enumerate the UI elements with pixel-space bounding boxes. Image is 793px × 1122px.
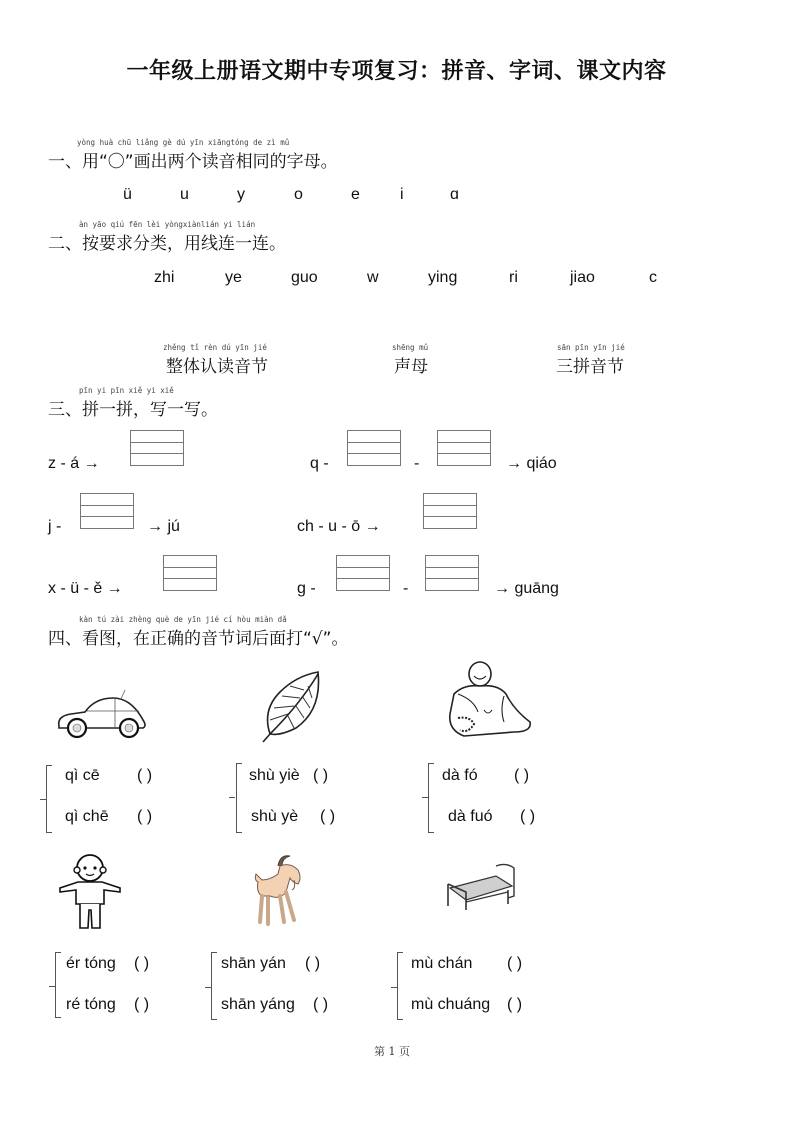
option-3b: dà fuó (448, 808, 493, 825)
syllable-3[interactable]: ɡuo (291, 269, 318, 286)
category-1-pinyin: zhěng tǐ rèn dú yīn jié (163, 343, 267, 352)
category-three-part[interactable]: 三拼音节 (556, 357, 624, 377)
letter-6[interactable]: i (400, 186, 404, 203)
bracket-3-tick (422, 797, 428, 798)
checkbox-2a[interactable]: ( ) (313, 767, 329, 784)
bracket-6-tick (391, 987, 397, 988)
section3-pinyin: pīn yi pīn xiě yi xiě (79, 386, 174, 395)
checkbox-1b[interactable]: ( ) (137, 808, 153, 825)
checkbox-5a[interactable]: ( ) (305, 955, 321, 972)
bracket-4-tick (49, 986, 55, 987)
writing-grid-3[interactable] (437, 430, 491, 466)
syllable-1[interactable]: zhi (154, 269, 175, 286)
option-4b: ré tónɡ (66, 996, 116, 1013)
document-title: 一年级上册语文期中专项复习：拼音、字词、课文内容 (126, 59, 667, 84)
spell-2-prefix: q - (310, 455, 329, 472)
leaf-image (260, 670, 322, 745)
category-2-pinyin: shēng mǔ (392, 343, 429, 352)
letter-1[interactable]: ü (123, 186, 132, 203)
spell-1-prefix: z - á → (48, 455, 100, 472)
spell-6-middle: - (403, 580, 409, 597)
checkbox-3b[interactable]: ( ) (520, 808, 536, 825)
option-2a: shù yiè (249, 767, 300, 784)
letter-2[interactable]: u (180, 186, 189, 203)
page-number: 第 1 页 (374, 1045, 410, 1058)
section1-heading: 一、用“〇”画出两个读音相同的字母。 (48, 152, 338, 172)
checkbox-5b[interactable]: ( ) (313, 996, 329, 1013)
checkbox-4b[interactable]: ( ) (134, 996, 150, 1013)
spell-5-prefix: x - ü - ě → (48, 580, 123, 597)
checkbox-3a[interactable]: ( ) (514, 767, 530, 784)
bracket-2 (236, 763, 242, 833)
bracket-2-tick (229, 797, 235, 798)
bed-image (446, 862, 518, 912)
checkbox-1a[interactable]: ( ) (137, 767, 153, 784)
option-4a: ér tónɡ (66, 955, 116, 972)
writing-grid-2[interactable] (347, 430, 401, 466)
car-image (55, 690, 150, 740)
section4-heading: 四、看图，在正确的音节词后面打“√”。 (48, 629, 349, 649)
checkbox-2b[interactable]: ( ) (320, 808, 336, 825)
syllable-8[interactable]: c (649, 269, 657, 286)
category-whole-syllable[interactable]: 整体认读音节 (166, 357, 268, 377)
section4-pinyin: kàn tú zài zhèng què de yīn jié cí hòu miàn dǎ (79, 615, 287, 624)
writing-grid-8[interactable] (425, 555, 479, 591)
option-5a: shān yán (221, 955, 286, 972)
option-1a: qì cē (65, 767, 100, 784)
checkbox-6b[interactable]: ( ) (507, 996, 523, 1013)
section2-pinyin: àn yāo qiú fēn lèi yòngxiànlián yi lián (79, 220, 256, 229)
option-2b: shù yè (251, 808, 299, 825)
option-5b: shān yánɡ (221, 996, 295, 1013)
syllable-5[interactable]: yinɡ (428, 269, 458, 286)
writing-grid-5[interactable] (423, 493, 477, 529)
bracket-4 (55, 952, 61, 1018)
writing-grid-7[interactable] (336, 555, 390, 591)
spell-6-suffix: → ɡuānɡ (494, 580, 559, 597)
spell-2-suffix: → qiáo (506, 455, 557, 472)
bracket-1 (46, 765, 52, 833)
letter-4[interactable]: o (294, 186, 303, 203)
option-6b: mù chuánɡ (411, 996, 491, 1013)
letter-7[interactable]: ɑ (450, 186, 459, 203)
category-initial[interactable]: 声母 (394, 357, 428, 377)
bracket-1-tick (40, 799, 46, 800)
checkbox-4a[interactable]: ( ) (134, 955, 150, 972)
section3-heading: 三、拼一拼，写一写。 (48, 400, 218, 420)
bracket-5 (211, 952, 217, 1020)
letter-5[interactable]: e (351, 186, 360, 203)
writing-grid-6[interactable] (163, 555, 217, 591)
spell-2-middle: - (414, 455, 420, 472)
buddha-image (444, 660, 534, 742)
syllable-6[interactable]: ri (509, 269, 518, 286)
bracket-5-tick (205, 987, 211, 988)
bracket-6 (397, 952, 403, 1020)
option-1b: qì chē (65, 808, 109, 825)
syllable-2[interactable]: ye (225, 269, 242, 286)
section1-pinyin: yòng huà chū liǎng gè dú yīn xiāngtóng de zì mǔ (77, 138, 290, 147)
writing-grid-1[interactable] (130, 430, 184, 466)
child-image (58, 852, 122, 932)
spell-3-prefix: j - (48, 518, 62, 535)
syllable-7[interactable]: jiao (570, 269, 595, 286)
bracket-3 (428, 763, 434, 833)
spell-4-prefix: ch - u - ō → (297, 518, 381, 535)
spell-3-suffix: → jú (147, 518, 180, 535)
writing-grid-4[interactable] (80, 493, 134, 529)
spell-6-prefix: ɡ - (297, 580, 316, 597)
goat-image (250, 852, 310, 928)
checkbox-6a[interactable]: ( ) (507, 955, 523, 972)
option-6a: mù chán (411, 955, 473, 972)
syllable-4[interactable]: w (367, 269, 379, 286)
section2-heading: 二、按要求分类，用线连一连。 (48, 234, 286, 254)
option-3a: dà fó (442, 767, 478, 784)
category-3-pinyin: sān pīn yīn jié (557, 343, 625, 352)
letter-3[interactable]: y (237, 186, 245, 203)
